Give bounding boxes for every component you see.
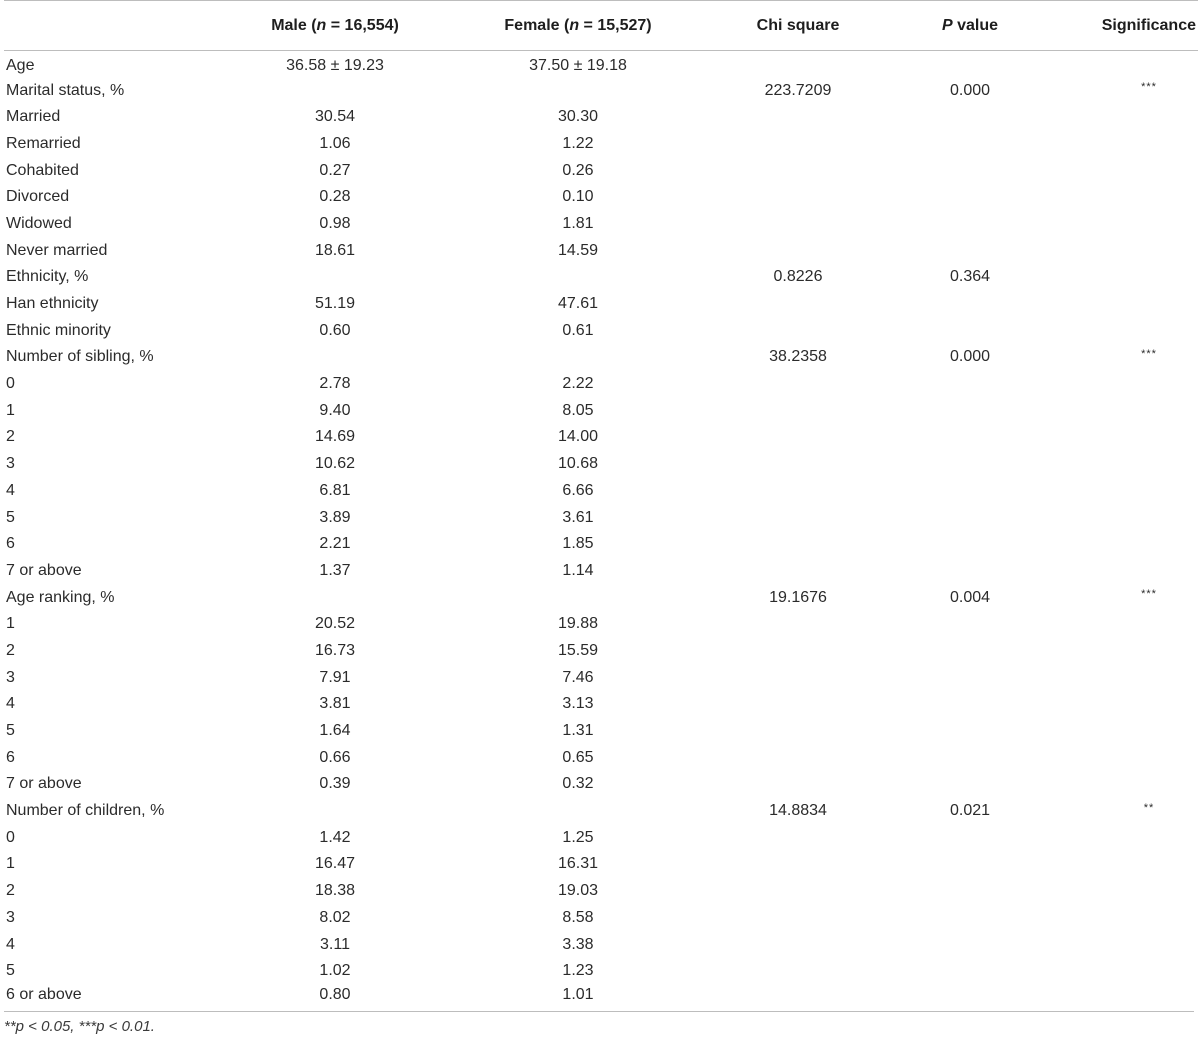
cell-significance (1062, 985, 1198, 1012)
table-row (4, 344, 1198, 371)
row-label: 5 (6, 962, 15, 980)
table-row (4, 397, 1198, 424)
header-p-value (878, 1, 1062, 51)
cell-male: 1.64 (319, 722, 351, 740)
cell-significance: *** (1141, 81, 1157, 94)
cell-female: 1.31 (562, 722, 594, 740)
cell-p-value (878, 558, 1062, 585)
cell-chi-square (718, 691, 878, 718)
cell-significance (1062, 237, 1198, 264)
cell-significance (1062, 531, 1198, 558)
cell-chi-square (718, 611, 878, 638)
cell-p-value (878, 691, 1062, 718)
cell-chi-square: 14.8834 (769, 802, 827, 820)
cell-p-value (878, 157, 1062, 184)
cell-male: 18.38 (314, 882, 356, 900)
cell-male: 16.47 (314, 855, 356, 873)
table-row (4, 744, 1198, 771)
cell-male: 0.60 (319, 321, 351, 339)
cell-chi-square (718, 638, 878, 665)
cell-p-value (878, 184, 1062, 211)
row-label: 5 (6, 722, 15, 740)
table-row (4, 424, 1198, 451)
cell-female: 6.66 (562, 481, 594, 499)
cell-p-value (878, 744, 1062, 771)
table-row (4, 317, 1198, 344)
cell-male: 1.37 (319, 561, 351, 579)
row-label: 1 (6, 855, 15, 873)
cell-chi-square (718, 851, 878, 878)
cell-p-value: 0.021 (949, 802, 991, 820)
cell-p-value (878, 824, 1062, 851)
header-p-suffix: value (952, 16, 999, 34)
cell-female: 16.31 (557, 855, 599, 873)
header-p-italic: P (941, 16, 953, 34)
cell-p-value (878, 504, 1062, 531)
cell-female: 1.22 (562, 134, 594, 152)
cell-significance (1062, 104, 1198, 131)
cell-significance (1062, 558, 1198, 585)
cell-male: 3.81 (319, 695, 351, 713)
table-row (4, 211, 1198, 238)
table-row (4, 771, 1198, 798)
cell-male: 20.52 (314, 615, 356, 633)
cell-p-value (878, 878, 1062, 905)
table-row (4, 584, 1198, 611)
cell-significance (1062, 291, 1198, 318)
cell-chi-square (718, 478, 878, 505)
cell-p-value (878, 905, 1062, 932)
cell-male: 16.73 (314, 641, 356, 659)
row-label: Ethnicity, % (6, 268, 89, 286)
row-label: Han ethnicity (6, 295, 99, 313)
row-label: Age ranking, % (6, 588, 115, 606)
table-row (4, 478, 1198, 505)
cell-chi-square (718, 237, 878, 264)
row-label: 0 (6, 828, 15, 846)
cell-male (232, 77, 438, 104)
cell-chi-square (718, 771, 878, 798)
header-chi-square: Chi square (718, 1, 878, 51)
row-label: Widowed (6, 214, 72, 232)
cell-male (232, 264, 438, 291)
cell-chi-square: 19.1676 (769, 588, 827, 606)
cell-male: 51.19 (314, 295, 356, 313)
cell-significance (1062, 664, 1198, 691)
row-label: 4 (6, 935, 15, 953)
row-label: 2 (6, 428, 15, 446)
cell-chi-square (718, 878, 878, 905)
table-row (4, 264, 1198, 291)
table-row (4, 905, 1198, 932)
cell-p-value (878, 51, 1062, 78)
cell-male: 36.58 ± 19.23 (286, 57, 384, 75)
cell-female: 8.05 (562, 401, 594, 419)
cell-male (232, 584, 438, 611)
cell-male: 0.80 (319, 985, 351, 1003)
cell-p-value (878, 985, 1062, 1012)
cell-female: 1.01 (562, 985, 594, 1003)
row-label: 5 (6, 508, 15, 526)
cell-significance (1062, 611, 1198, 638)
cell-chi-square (718, 931, 878, 958)
cell-female: 1.85 (562, 535, 594, 553)
header-male-prefix: Male ( (271, 16, 317, 34)
cell-male: 0.39 (319, 775, 351, 793)
cell-female: 3.61 (562, 508, 594, 526)
cell-female: 47.61 (557, 295, 599, 313)
cell-significance (1062, 397, 1198, 424)
table-row (4, 51, 1198, 78)
cell-female (438, 798, 718, 825)
row-label: 4 (6, 695, 15, 713)
cell-p-value (878, 371, 1062, 398)
row-label: 7 or above (6, 561, 82, 579)
cell-male: 2.78 (319, 375, 351, 393)
cell-significance (1062, 824, 1198, 851)
cell-p-value (878, 531, 1062, 558)
row-label: Number of sibling, % (6, 348, 154, 366)
header-female (438, 1, 718, 51)
cell-female: 0.65 (562, 748, 594, 766)
table-header (4, 1, 1198, 51)
row-label: Married (6, 108, 61, 126)
table-row (4, 184, 1198, 211)
cell-chi-square (718, 157, 878, 184)
cell-female: 0.32 (562, 775, 594, 793)
cell-male: 3.11 (320, 935, 350, 953)
cell-significance (1062, 771, 1198, 798)
table-row (4, 718, 1198, 745)
cell-chi-square (718, 558, 878, 585)
table-row (4, 958, 1198, 985)
table-row (4, 157, 1198, 184)
cell-male: 7.91 (319, 668, 351, 686)
header-female-n: n (569, 16, 580, 34)
row-label: 6 (6, 535, 15, 553)
table-row (4, 104, 1198, 131)
cell-significance (1062, 851, 1198, 878)
cell-female: 3.13 (562, 695, 594, 713)
cell-chi-square (718, 824, 878, 851)
cell-chi-square (718, 451, 878, 478)
cell-female: 0.10 (562, 188, 594, 206)
cell-male: 8.02 (319, 908, 351, 926)
cell-female: 0.26 (562, 161, 594, 179)
cell-p-value (878, 611, 1062, 638)
cell-significance (1062, 744, 1198, 771)
cell-chi-square (718, 718, 878, 745)
table-row (4, 611, 1198, 638)
cell-p-value (878, 958, 1062, 985)
cell-female: 0.61 (562, 321, 594, 339)
cell-chi-square (718, 424, 878, 451)
cell-significance: *** (1141, 588, 1157, 601)
row-label: Age (6, 57, 35, 75)
cell-chi-square (718, 131, 878, 158)
row-label: 0 (6, 375, 15, 393)
row-label: Remarried (6, 134, 81, 152)
cell-female: 37.50 ± 19.18 (529, 57, 627, 75)
cell-significance (1062, 478, 1198, 505)
cell-male: 10.62 (314, 455, 356, 473)
cell-female: 1.25 (562, 828, 594, 846)
data-table (4, 0, 1198, 1011)
cell-p-value: 0.364 (949, 268, 991, 286)
row-label: 3 (6, 455, 15, 473)
cell-significance (1062, 211, 1198, 238)
cell-male: 3.89 (319, 508, 351, 526)
cell-chi-square (718, 184, 878, 211)
table-row (4, 291, 1198, 318)
table-body (4, 51, 1198, 1012)
cell-p-value (878, 104, 1062, 131)
header-male (232, 1, 438, 51)
cell-significance (1062, 905, 1198, 932)
cell-male (232, 798, 438, 825)
cell-p-value (878, 131, 1062, 158)
row-label: 6 or above (6, 985, 82, 1003)
cell-chi-square (718, 104, 878, 131)
row-label: Marital status, % (6, 81, 125, 99)
cell-female (438, 264, 718, 291)
cell-chi-square (718, 51, 878, 78)
cell-chi-square (718, 664, 878, 691)
header-label (4, 1, 232, 51)
table-row (4, 691, 1198, 718)
cell-female: 30.30 (557, 108, 599, 126)
header-male-suffix: = 16,554) (326, 16, 399, 34)
cell-female: 14.59 (557, 241, 599, 259)
cell-male: 30.54 (314, 108, 356, 126)
row-label: 7 or above (6, 775, 82, 793)
cell-male: 14.69 (314, 428, 356, 446)
cell-p-value (878, 718, 1062, 745)
cell-significance (1062, 371, 1198, 398)
table-row (4, 371, 1198, 398)
cell-female: 10.68 (557, 455, 599, 473)
cell-significance (1062, 157, 1198, 184)
cell-chi-square (718, 504, 878, 531)
cell-chi-square (718, 905, 878, 932)
table-row (4, 851, 1198, 878)
cell-chi-square (718, 985, 878, 1012)
table-row (4, 77, 1198, 104)
cell-p-value (878, 771, 1062, 798)
row-label: 2 (6, 641, 15, 659)
table-row (4, 931, 1198, 958)
cell-male: 0.98 (319, 214, 351, 232)
cell-male: 1.42 (319, 828, 351, 846)
row-label: 4 (6, 481, 15, 499)
cell-female: 1.23 (562, 962, 594, 980)
cell-p-value (878, 424, 1062, 451)
table-row (4, 504, 1198, 531)
cell-significance (1062, 718, 1198, 745)
header-significance: Significance (1062, 1, 1198, 51)
cell-female: 2.22 (562, 375, 594, 393)
cell-chi-square: 38.2358 (769, 348, 827, 366)
table-row (4, 824, 1198, 851)
cell-female: 19.88 (557, 615, 599, 633)
cell-chi-square (718, 958, 878, 985)
cell-p-value: 0.000 (949, 348, 991, 366)
table-row (4, 664, 1198, 691)
header-female-suffix: = 15,527) (579, 16, 652, 34)
cell-chi-square (718, 744, 878, 771)
data-table-container (4, 0, 1198, 1011)
cell-male: 0.28 (319, 188, 351, 206)
cell-p-value (878, 931, 1062, 958)
cell-male: 1.06 (319, 134, 351, 152)
cell-chi-square: 223.7209 (764, 81, 832, 99)
cell-significance (1062, 878, 1198, 905)
row-label: Number of children, % (6, 802, 165, 820)
row-label: Ethnic minority (6, 321, 111, 339)
row-label: 2 (6, 882, 15, 900)
cell-p-value (878, 237, 1062, 264)
cell-male: 18.61 (314, 241, 356, 259)
row-label: Cohabited (6, 161, 79, 179)
cell-chi-square (718, 371, 878, 398)
row-label: 1 (6, 401, 15, 419)
row-label: Divorced (6, 188, 70, 206)
cell-female: 7.46 (562, 668, 594, 686)
cell-significance: *** (1141, 348, 1157, 361)
table-row (4, 878, 1198, 905)
cell-p-value (878, 851, 1062, 878)
cell-p-value (878, 638, 1062, 665)
row-label: 3 (6, 668, 15, 686)
row-label: 3 (6, 908, 15, 926)
cell-chi-square (718, 531, 878, 558)
cell-p-value (878, 478, 1062, 505)
cell-female: 19.03 (557, 882, 599, 900)
cell-p-value: 0.004 (949, 588, 991, 606)
cell-female: 8.58 (562, 908, 594, 926)
cell-p-value: 0.000 (949, 81, 991, 99)
cell-chi-square: 0.8226 (773, 268, 823, 286)
cell-significance (1062, 184, 1198, 211)
cell-significance (1062, 131, 1198, 158)
cell-female: 14.00 (557, 428, 599, 446)
cell-female: 3.38 (562, 935, 594, 953)
cell-significance (1062, 931, 1198, 958)
cell-significance (1062, 51, 1198, 78)
cell-female (438, 344, 718, 371)
header-female-prefix: Female ( (504, 16, 570, 34)
cell-p-value (878, 317, 1062, 344)
cell-chi-square (718, 291, 878, 318)
table-row (4, 638, 1198, 665)
table-row (4, 531, 1198, 558)
cell-significance (1062, 504, 1198, 531)
cell-male: 0.27 (319, 161, 351, 179)
cell-female: 15.59 (557, 641, 599, 659)
table-row (4, 798, 1198, 825)
table-row (4, 558, 1198, 585)
header-row (4, 1, 1198, 51)
cell-significance (1062, 451, 1198, 478)
row-label: 6 (6, 748, 15, 766)
cell-p-value (878, 451, 1062, 478)
cell-male: 9.40 (319, 401, 351, 419)
cell-female: 1.81 (562, 214, 594, 232)
table-row (4, 131, 1198, 158)
cell-significance (1062, 638, 1198, 665)
table-row (4, 451, 1198, 478)
table-footnote: **p < 0.05, ***p < 0.01. (4, 1011, 1194, 1035)
cell-significance (1062, 691, 1198, 718)
cell-chi-square (718, 211, 878, 238)
cell-male: 2.21 (319, 535, 351, 553)
header-male-n: n (316, 16, 327, 34)
cell-significance (1062, 317, 1198, 344)
row-label: Never married (6, 241, 108, 259)
cell-male: 0.66 (319, 748, 351, 766)
cell-significance (1062, 264, 1198, 291)
cell-female: 1.14 (562, 561, 594, 579)
cell-male (232, 344, 438, 371)
row-label: 1 (6, 615, 15, 633)
cell-significance (1062, 958, 1198, 985)
cell-female (438, 584, 718, 611)
cell-male: 6.81 (319, 481, 351, 499)
cell-p-value (878, 397, 1062, 424)
table-row (4, 237, 1198, 264)
cell-significance: ** (1143, 801, 1155, 814)
cell-p-value (878, 211, 1062, 238)
cell-male: 1.02 (319, 962, 351, 980)
cell-significance (1062, 424, 1198, 451)
table-row (4, 985, 1198, 1012)
cell-p-value (878, 291, 1062, 318)
cell-female (438, 77, 718, 104)
cell-chi-square (718, 397, 878, 424)
cell-chi-square (718, 317, 878, 344)
cell-p-value (878, 664, 1062, 691)
